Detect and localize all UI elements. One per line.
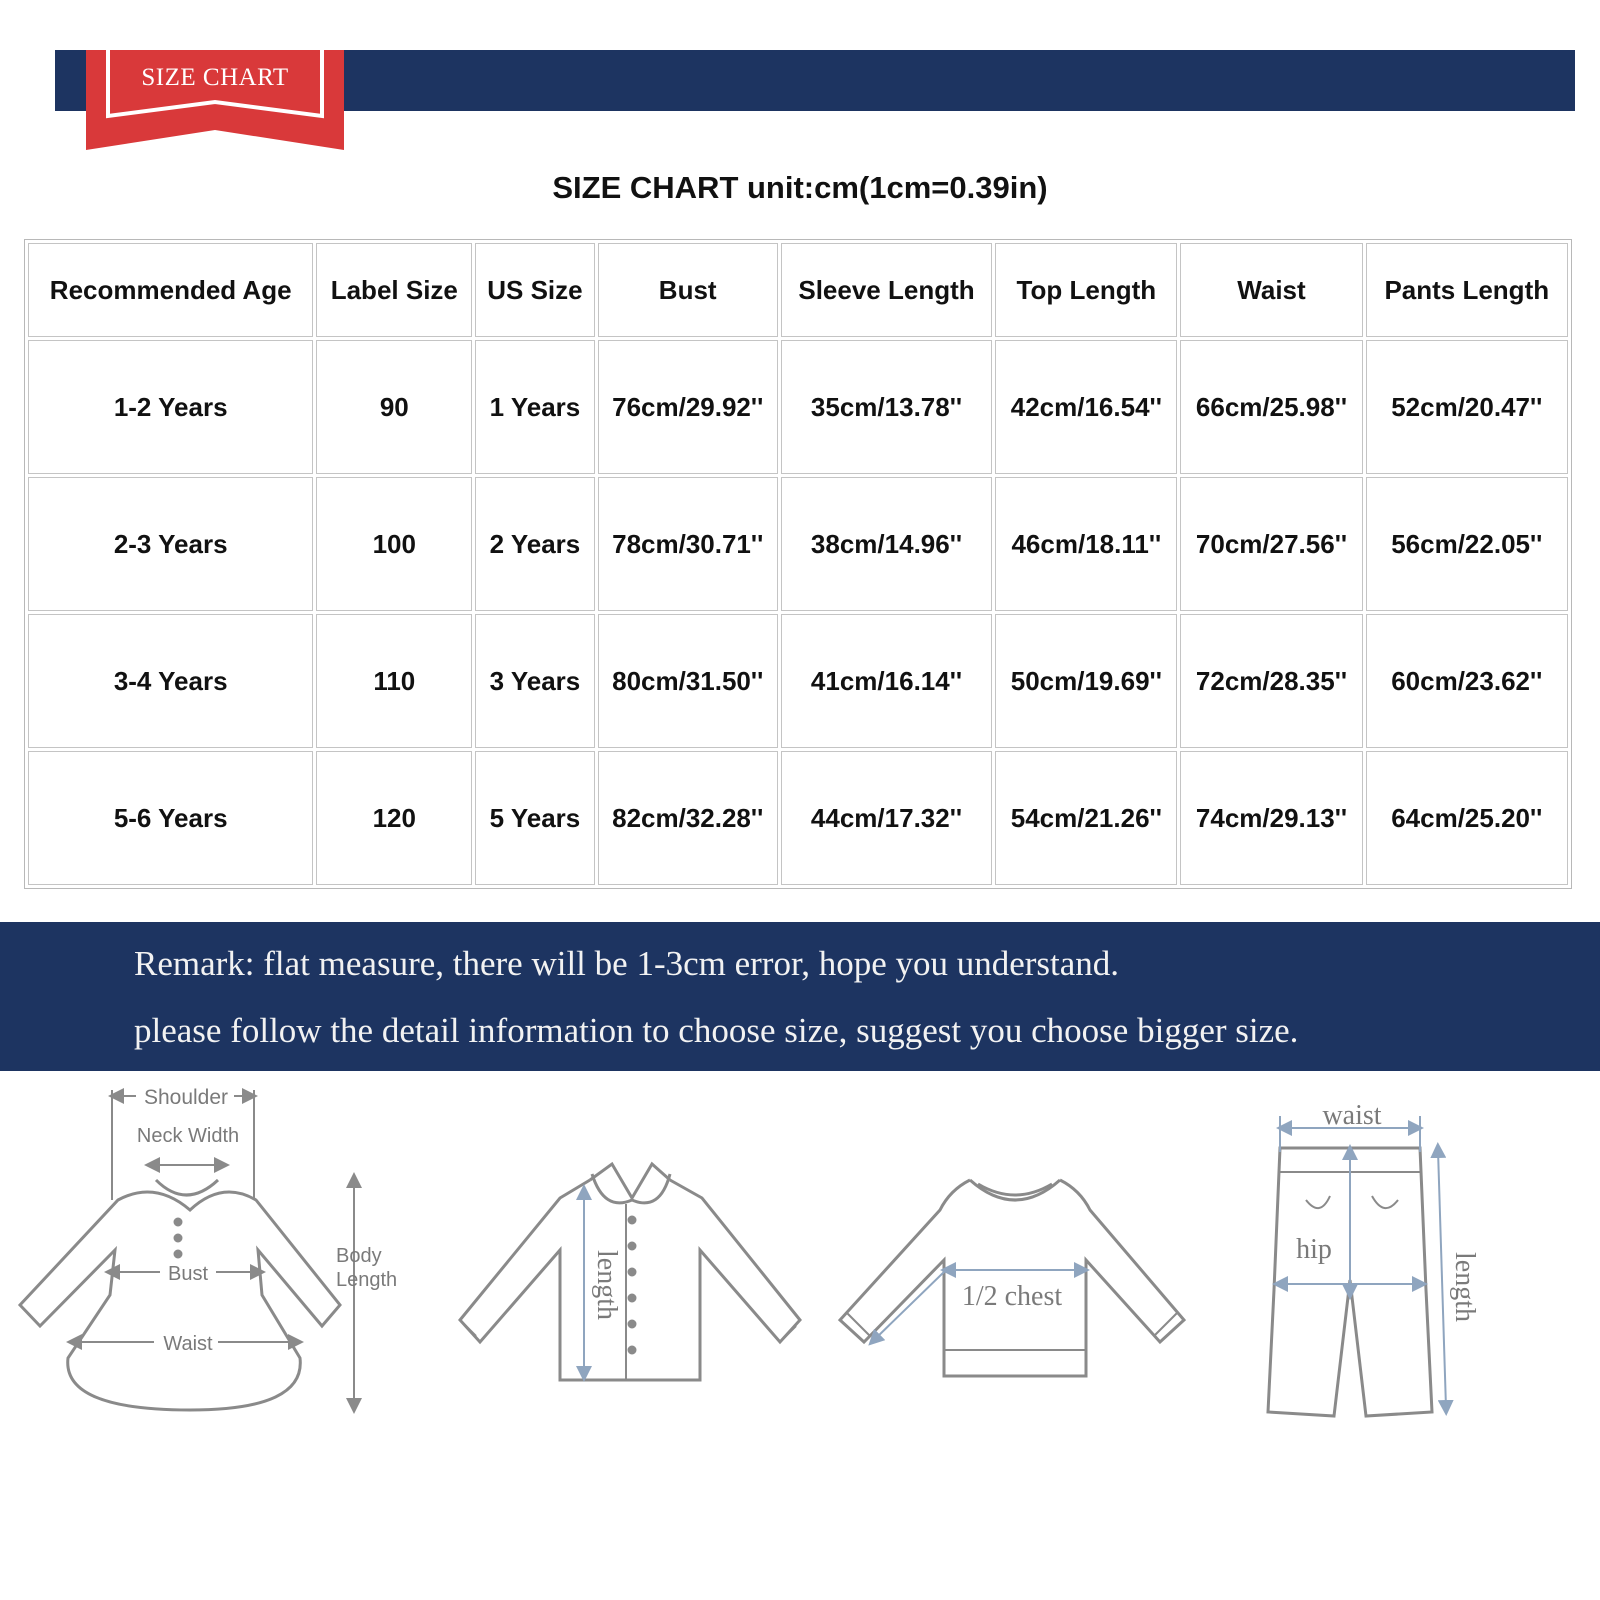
size-table xyxy=(24,239,1572,889)
label-pants-length: length xyxy=(1449,1252,1480,1322)
remark-line-1: Remark: flat measure, there will be 1-3cm error, hope you understand. xyxy=(134,944,1120,983)
table-cell: 42cm/16.54'' xyxy=(995,340,1177,474)
table-cell: 100 xyxy=(316,477,472,611)
remark-line-2: please follow the detail information to choose size, suggest you choose bigger size. xyxy=(134,1011,1299,1050)
table-cell: 1 Years xyxy=(475,340,594,474)
label-length: Length xyxy=(336,1269,398,1291)
table-cell: 3-4 Years xyxy=(28,614,313,748)
table-cell: 50cm/19.69'' xyxy=(995,614,1177,748)
table-cell: 78cm/30.71'' xyxy=(598,477,778,611)
sweater-diagram xyxy=(840,1180,1184,1376)
header-top-length: Top Length xyxy=(995,243,1177,337)
table-header-row xyxy=(28,243,1568,337)
table-cell: 56cm/22.05'' xyxy=(1366,477,1568,611)
header-sleeve-length: Sleeve Length xyxy=(781,243,993,337)
header-waist: Waist xyxy=(1180,243,1362,337)
table-cell: 82cm/32.28'' xyxy=(598,751,778,885)
table-cell: 52cm/20.47'' xyxy=(1366,340,1568,474)
table-cell: 46cm/18.11'' xyxy=(995,477,1177,611)
table-cell: 60cm/23.62'' xyxy=(1366,614,1568,748)
label-half-chest: 1/2 chest xyxy=(961,1281,1063,1312)
table-cell: 90 xyxy=(316,340,472,474)
label-hip: hip xyxy=(1296,1234,1332,1265)
table-cell: 2 Years xyxy=(475,477,594,611)
header-pants-length: Pants Length xyxy=(1366,243,1568,337)
label-waist: Waist xyxy=(163,1333,213,1355)
chart-title: SIZE CHART unit:cm(1cm=0.39in) xyxy=(552,170,1048,205)
shirt-diagram xyxy=(460,1164,800,1380)
table-cell: 3 Years xyxy=(475,614,594,748)
table-cell: 76cm/29.92'' xyxy=(598,340,778,474)
header-label-size: Label Size xyxy=(316,243,472,337)
table-cell: 74cm/29.13'' xyxy=(1180,751,1362,885)
table-row xyxy=(28,751,1568,885)
table-cell: 120 xyxy=(316,751,472,885)
table-cell: 41cm/16.14'' xyxy=(781,614,993,748)
table-cell: 80cm/31.50'' xyxy=(598,614,778,748)
table-cell: 2-3 Years xyxy=(28,477,313,611)
table-cell: 72cm/28.35'' xyxy=(1180,614,1362,748)
label-bust: Bust xyxy=(167,1263,209,1285)
table-row xyxy=(28,614,1568,748)
header-recommended-age: Recommended Age xyxy=(28,243,313,337)
table-cell: 66cm/25.98'' xyxy=(1180,340,1362,474)
size-chart-ribbon xyxy=(86,50,344,150)
table-cell: 44cm/17.32'' xyxy=(781,751,993,885)
table-cell: 54cm/21.26'' xyxy=(995,751,1177,885)
label-pants-waist: waist xyxy=(1322,1100,1382,1131)
table-cell: 5 Years xyxy=(475,751,594,885)
table-cell: 70cm/27.56'' xyxy=(1180,477,1362,611)
table-row xyxy=(28,477,1568,611)
label-body: Body xyxy=(336,1245,382,1267)
label-shirt-length: length xyxy=(591,1250,622,1320)
table-cell: 110 xyxy=(316,614,472,748)
table-row xyxy=(28,340,1568,474)
label-neck-width: Neck Width xyxy=(136,1125,240,1147)
table-cell: 64cm/25.20'' xyxy=(1366,751,1568,885)
table-cell: 1-2 Years xyxy=(28,340,313,474)
ribbon-label: SIZE CHART xyxy=(141,64,289,91)
label-shoulder: Shoulder xyxy=(143,1086,229,1109)
table-cell: 35cm/13.78'' xyxy=(781,340,993,474)
header-us-size: US Size xyxy=(475,243,594,337)
header-bust: Bust xyxy=(598,243,778,337)
table-cell: 5-6 Years xyxy=(28,751,313,885)
measurement-diagrams xyxy=(0,1080,1600,1480)
table-cell: 38cm/14.96'' xyxy=(781,477,993,611)
